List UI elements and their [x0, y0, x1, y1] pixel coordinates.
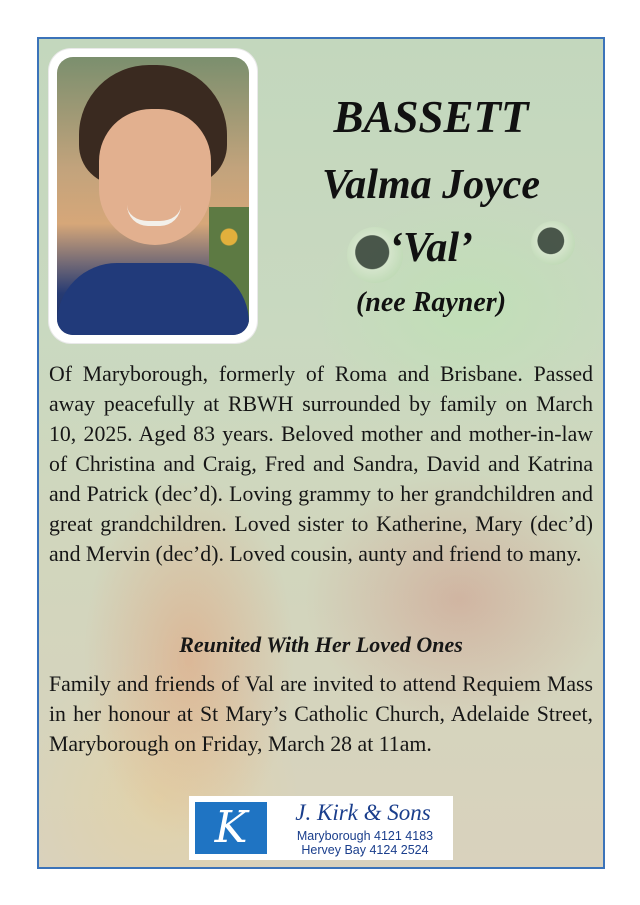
service-details-paragraph: Family and friends of Val are invited to attend Requiem Mass in her honour at St Mary’s Catholic Church, Adelaide Street, Maryborough on Friday, March 28 at 11am.	[49, 672, 593, 756]
reunited-tagline: Reunited With Her Loved Ones	[179, 632, 463, 657]
obituary-notice	[37, 37, 605, 869]
portrait-shirt	[57, 263, 249, 335]
funeral-home-phone-maryborough: Maryborough 4121 4183	[296, 829, 434, 843]
surname-heading: BASSETT	[333, 92, 529, 142]
full-name-heading: Valma Joyce	[321, 162, 541, 208]
nickname-heading: ‘Val’	[389, 225, 473, 271]
obituary-paragraph: Of Maryborough, formerly of Roma and Brisbane. Passed away peacefully at RBWH surrounded by family on March 10, 2025. Aged 83 years. Beloved mother and mother-in-law of Christina and Craig, Fred and Sandra, David and Katrina and Patrick (dec’d). Loving grammy to her grandchildren and great grandchildren. Loved sister to Katherine, Mary (dec’d) and Mervin (dec’d). Loved cousin, aunty and friend to many.	[49, 362, 593, 566]
funeral-home-phone-hervey-bay: Hervey Bay 4124 2524	[301, 843, 429, 857]
logo-k-icon: K	[195, 802, 267, 854]
funeral-home-logo	[189, 796, 453, 860]
portrait-image	[57, 57, 249, 335]
portrait-photo	[49, 49, 257, 343]
funeral-home-name: J. Kirk & Sons	[295, 800, 431, 825]
maiden-name-heading: (nee Rayner)	[355, 287, 507, 318]
